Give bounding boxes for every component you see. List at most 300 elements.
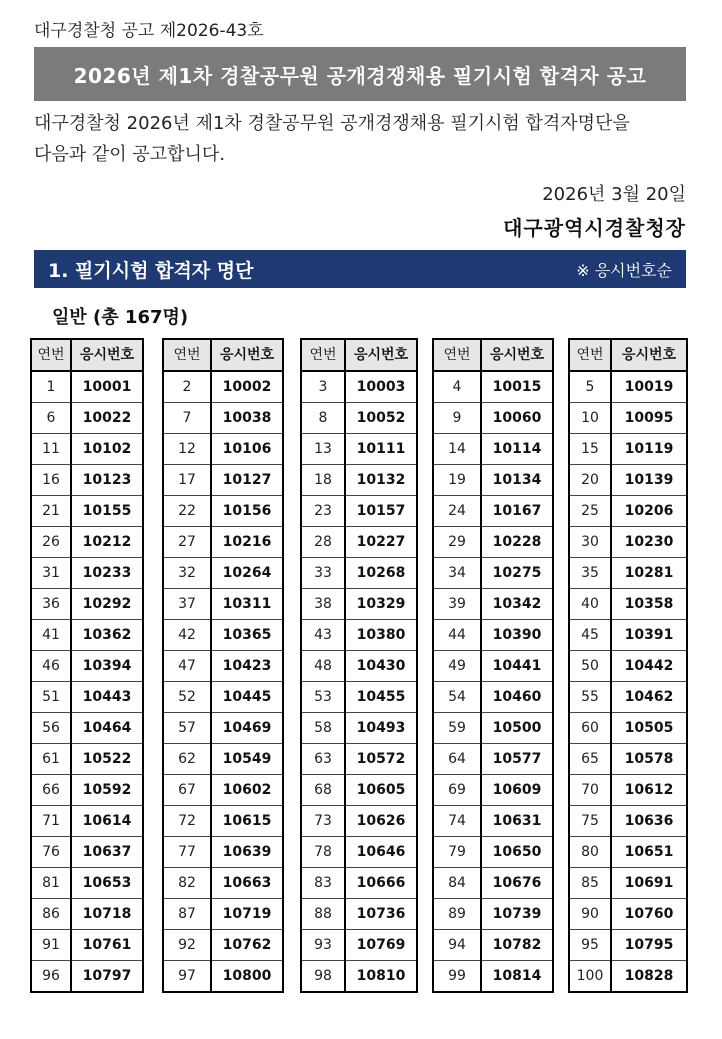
seq-cell: 57 bbox=[163, 713, 211, 744]
seq-cell: 30 bbox=[569, 527, 611, 558]
exam-number-cell: 10003 bbox=[345, 371, 417, 403]
table-row bbox=[301, 371, 417, 403]
body-line-1: 대구경찰청 2026년 제1차 경찰공무원 공개경쟁채용 필기시험 합격자명단을 bbox=[34, 113, 630, 134]
table-row bbox=[569, 434, 687, 465]
exam-number-cell: 10761 bbox=[71, 930, 143, 961]
exam-number-cell: 10206 bbox=[611, 496, 687, 527]
seq-cell: 44 bbox=[433, 620, 481, 651]
body-line-2: 다음과 같이 공고합니다. bbox=[34, 144, 226, 165]
exam-number-cell: 10460 bbox=[481, 682, 553, 713]
seq-cell: 14 bbox=[433, 434, 481, 465]
seq-cell: 13 bbox=[301, 434, 345, 465]
exam-number-cell: 10015 bbox=[481, 371, 553, 403]
table-row bbox=[433, 620, 553, 651]
table-row bbox=[163, 527, 283, 558]
exam-number-cell: 10577 bbox=[481, 744, 553, 775]
table-row bbox=[163, 930, 283, 961]
exam-number-cell: 10493 bbox=[345, 713, 417, 744]
table-row bbox=[569, 403, 687, 434]
table-row bbox=[569, 899, 687, 930]
exam-number-cell: 10227 bbox=[345, 527, 417, 558]
exam-number-cell: 10342 bbox=[481, 589, 553, 620]
seq-cell: 96 bbox=[31, 961, 71, 993]
seq-cell: 72 bbox=[163, 806, 211, 837]
table-row bbox=[301, 868, 417, 899]
table-row bbox=[433, 496, 553, 527]
table-row bbox=[31, 961, 143, 993]
table-row bbox=[569, 961, 687, 993]
exam-number-cell: 10156 bbox=[211, 496, 283, 527]
category-subtitle: 일반 (총 167명) bbox=[52, 307, 189, 328]
seq-cell: 87 bbox=[163, 899, 211, 930]
exam-number-cell: 10390 bbox=[481, 620, 553, 651]
seq-cell: 46 bbox=[31, 651, 71, 682]
seq-cell: 62 bbox=[163, 744, 211, 775]
seq-cell: 26 bbox=[31, 527, 71, 558]
seq-column-header: 연번 bbox=[569, 339, 611, 371]
seq-cell: 92 bbox=[163, 930, 211, 961]
table-row bbox=[163, 620, 283, 651]
seq-cell: 89 bbox=[433, 899, 481, 930]
table-row bbox=[301, 930, 417, 961]
table-header-row bbox=[163, 339, 283, 371]
table-row bbox=[31, 465, 143, 496]
table-row bbox=[163, 496, 283, 527]
exam-number-cell: 10549 bbox=[211, 744, 283, 775]
table-row bbox=[163, 961, 283, 993]
seq-cell: 67 bbox=[163, 775, 211, 806]
exam-number-cell: 10167 bbox=[481, 496, 553, 527]
section-header bbox=[34, 250, 686, 288]
seq-cell: 29 bbox=[433, 527, 481, 558]
exam-number-cell: 10612 bbox=[611, 775, 687, 806]
exam-number-cell: 10462 bbox=[611, 682, 687, 713]
table-row bbox=[163, 589, 283, 620]
seq-cell: 60 bbox=[569, 713, 611, 744]
exam-number-cell: 10500 bbox=[481, 713, 553, 744]
seq-cell: 78 bbox=[301, 837, 345, 868]
seq-cell: 59 bbox=[433, 713, 481, 744]
exam-number-cell: 10441 bbox=[481, 651, 553, 682]
table-row bbox=[433, 527, 553, 558]
table-row bbox=[301, 403, 417, 434]
table-row bbox=[433, 961, 553, 993]
exam-number-cell: 10228 bbox=[481, 527, 553, 558]
table-row bbox=[569, 465, 687, 496]
seq-cell: 85 bbox=[569, 868, 611, 899]
exam-number-cell: 10123 bbox=[71, 465, 143, 496]
seq-cell: 79 bbox=[433, 837, 481, 868]
seq-cell: 18 bbox=[301, 465, 345, 496]
exam-number-cell: 10769 bbox=[345, 930, 417, 961]
table-row bbox=[163, 806, 283, 837]
exam-number-cell: 10139 bbox=[611, 465, 687, 496]
exam-number-cell: 10155 bbox=[71, 496, 143, 527]
table-row bbox=[31, 558, 143, 589]
table-row bbox=[301, 620, 417, 651]
seq-cell: 31 bbox=[31, 558, 71, 589]
table-row bbox=[31, 713, 143, 744]
table-row bbox=[31, 837, 143, 868]
table-row bbox=[31, 651, 143, 682]
table-row bbox=[301, 651, 417, 682]
exam-number-cell: 10795 bbox=[611, 930, 687, 961]
seq-column-header: 연번 bbox=[31, 339, 71, 371]
number-column-header: 응시번호 bbox=[345, 339, 417, 371]
seq-cell: 90 bbox=[569, 899, 611, 930]
table-row bbox=[31, 930, 143, 961]
table-row bbox=[31, 899, 143, 930]
seq-cell: 36 bbox=[31, 589, 71, 620]
table-row bbox=[31, 775, 143, 806]
seq-cell: 15 bbox=[569, 434, 611, 465]
seq-cell: 88 bbox=[301, 899, 345, 930]
exam-number-cell: 10394 bbox=[71, 651, 143, 682]
table-row bbox=[301, 434, 417, 465]
notice-number: 대구경찰청 공고 제2026-43호 bbox=[34, 21, 264, 41]
seq-cell: 64 bbox=[433, 744, 481, 775]
table-row bbox=[301, 527, 417, 558]
seq-cell: 16 bbox=[31, 465, 71, 496]
table-row bbox=[569, 682, 687, 713]
exam-number-cell: 10233 bbox=[71, 558, 143, 589]
table-row bbox=[301, 496, 417, 527]
seq-cell: 2 bbox=[163, 371, 211, 403]
table-row bbox=[433, 775, 553, 806]
seq-cell: 71 bbox=[31, 806, 71, 837]
table-row bbox=[163, 434, 283, 465]
table-row bbox=[163, 837, 283, 868]
table-row bbox=[301, 744, 417, 775]
seq-cell: 22 bbox=[163, 496, 211, 527]
table-row bbox=[569, 806, 687, 837]
table-row bbox=[31, 682, 143, 713]
seq-cell: 94 bbox=[433, 930, 481, 961]
exam-number-cell: 10782 bbox=[481, 930, 553, 961]
exam-number-cell: 10572 bbox=[345, 744, 417, 775]
exam-number-cell: 10631 bbox=[481, 806, 553, 837]
table-row bbox=[433, 589, 553, 620]
exam-number-cell: 10736 bbox=[345, 899, 417, 930]
exam-number-cell: 10212 bbox=[71, 527, 143, 558]
exam-number-cell: 10797 bbox=[71, 961, 143, 993]
table-row bbox=[163, 682, 283, 713]
table-header-row bbox=[301, 339, 417, 371]
exam-number-cell: 10663 bbox=[211, 868, 283, 899]
exam-number-cell: 10814 bbox=[481, 961, 553, 993]
table-row bbox=[433, 930, 553, 961]
seq-cell: 70 bbox=[569, 775, 611, 806]
seq-cell: 83 bbox=[301, 868, 345, 899]
seq-cell: 33 bbox=[301, 558, 345, 589]
exam-number-cell: 10522 bbox=[71, 744, 143, 775]
table-row bbox=[31, 744, 143, 775]
seq-cell: 76 bbox=[31, 837, 71, 868]
exam-number-cell: 10443 bbox=[71, 682, 143, 713]
exam-number-cell: 10311 bbox=[211, 589, 283, 620]
exam-number-cell: 10001 bbox=[71, 371, 143, 403]
exam-number-cell: 10157 bbox=[345, 496, 417, 527]
table-header-row bbox=[433, 339, 553, 371]
passer-table-1 bbox=[30, 338, 144, 993]
seq-cell: 51 bbox=[31, 682, 71, 713]
seq-column-header: 연번 bbox=[301, 339, 345, 371]
exam-number-cell: 10060 bbox=[481, 403, 553, 434]
seq-cell: 11 bbox=[31, 434, 71, 465]
exam-number-cell: 10019 bbox=[611, 371, 687, 403]
number-column-header: 응시번호 bbox=[611, 339, 687, 371]
exam-number-cell: 10264 bbox=[211, 558, 283, 589]
announcement-body bbox=[34, 108, 694, 170]
exam-number-cell: 10268 bbox=[345, 558, 417, 589]
table-row bbox=[569, 527, 687, 558]
exam-number-cell: 10445 bbox=[211, 682, 283, 713]
table-row bbox=[163, 558, 283, 589]
exam-number-cell: 10646 bbox=[345, 837, 417, 868]
exam-number-cell: 10358 bbox=[611, 589, 687, 620]
exam-number-cell: 10134 bbox=[481, 465, 553, 496]
table-row bbox=[569, 496, 687, 527]
table-row bbox=[433, 744, 553, 775]
seq-cell: 61 bbox=[31, 744, 71, 775]
seq-cell: 58 bbox=[301, 713, 345, 744]
table-row bbox=[31, 589, 143, 620]
seq-cell: 28 bbox=[301, 527, 345, 558]
seq-cell: 10 bbox=[569, 403, 611, 434]
seq-cell: 45 bbox=[569, 620, 611, 651]
exam-number-cell: 10828 bbox=[611, 961, 687, 993]
exam-number-cell: 10038 bbox=[211, 403, 283, 434]
exam-number-cell: 10216 bbox=[211, 527, 283, 558]
exam-number-cell: 10739 bbox=[481, 899, 553, 930]
seq-cell: 34 bbox=[433, 558, 481, 589]
exam-number-cell: 10281 bbox=[611, 558, 687, 589]
table-row bbox=[433, 868, 553, 899]
passer-table-3 bbox=[300, 338, 418, 993]
seq-cell: 5 bbox=[569, 371, 611, 403]
exam-number-cell: 10810 bbox=[345, 961, 417, 993]
table-row bbox=[569, 930, 687, 961]
table-row bbox=[433, 899, 553, 930]
seq-cell: 9 bbox=[433, 403, 481, 434]
exam-number-cell: 10362 bbox=[71, 620, 143, 651]
seq-cell: 93 bbox=[301, 930, 345, 961]
table-row bbox=[163, 465, 283, 496]
table-row bbox=[569, 775, 687, 806]
table-row bbox=[301, 837, 417, 868]
number-column-header: 응시번호 bbox=[481, 339, 553, 371]
exam-number-cell: 10505 bbox=[611, 713, 687, 744]
table-row bbox=[31, 496, 143, 527]
sort-order-note: ※ 응시번호순 bbox=[576, 260, 672, 280]
seq-cell: 19 bbox=[433, 465, 481, 496]
exam-number-cell: 10653 bbox=[71, 868, 143, 899]
passer-table-5 bbox=[568, 338, 688, 993]
table-row bbox=[301, 682, 417, 713]
seq-cell: 99 bbox=[433, 961, 481, 993]
seq-cell: 86 bbox=[31, 899, 71, 930]
exam-number-cell: 10275 bbox=[481, 558, 553, 589]
table-row bbox=[163, 744, 283, 775]
seq-cell: 49 bbox=[433, 651, 481, 682]
exam-number-cell: 10391 bbox=[611, 620, 687, 651]
table-row bbox=[433, 371, 553, 403]
table-row bbox=[433, 837, 553, 868]
exam-number-cell: 10455 bbox=[345, 682, 417, 713]
table-row bbox=[31, 527, 143, 558]
seq-cell: 3 bbox=[301, 371, 345, 403]
seq-cell: 12 bbox=[163, 434, 211, 465]
exam-number-cell: 10636 bbox=[611, 806, 687, 837]
exam-number-cell: 10423 bbox=[211, 651, 283, 682]
table-header-row bbox=[569, 339, 687, 371]
document-title bbox=[34, 47, 686, 101]
seq-cell: 21 bbox=[31, 496, 71, 527]
seq-cell: 54 bbox=[433, 682, 481, 713]
seq-cell: 25 bbox=[569, 496, 611, 527]
exam-number-cell: 10380 bbox=[345, 620, 417, 651]
exam-number-cell: 10609 bbox=[481, 775, 553, 806]
table-row bbox=[301, 589, 417, 620]
seq-cell: 80 bbox=[569, 837, 611, 868]
table-row bbox=[433, 465, 553, 496]
seq-cell: 6 bbox=[31, 403, 71, 434]
seq-cell: 50 bbox=[569, 651, 611, 682]
table-row bbox=[163, 371, 283, 403]
issuer-name: 대구광역시경찰청장 bbox=[503, 216, 686, 240]
exam-number-cell: 10111 bbox=[345, 434, 417, 465]
exam-number-cell: 10132 bbox=[345, 465, 417, 496]
seq-cell: 32 bbox=[163, 558, 211, 589]
exam-number-cell: 10762 bbox=[211, 930, 283, 961]
table-row bbox=[569, 837, 687, 868]
exam-number-cell: 10719 bbox=[211, 899, 283, 930]
exam-number-cell: 10469 bbox=[211, 713, 283, 744]
table-header-row bbox=[31, 339, 143, 371]
seq-cell: 82 bbox=[163, 868, 211, 899]
seq-cell: 17 bbox=[163, 465, 211, 496]
exam-number-cell: 10102 bbox=[71, 434, 143, 465]
table-row bbox=[569, 651, 687, 682]
exam-number-cell: 10760 bbox=[611, 899, 687, 930]
exam-number-cell: 10230 bbox=[611, 527, 687, 558]
seq-cell: 48 bbox=[301, 651, 345, 682]
exam-number-cell: 10106 bbox=[211, 434, 283, 465]
table-row bbox=[569, 868, 687, 899]
table-row bbox=[433, 682, 553, 713]
table-row bbox=[163, 899, 283, 930]
exam-number-cell: 10605 bbox=[345, 775, 417, 806]
seq-cell: 68 bbox=[301, 775, 345, 806]
exam-number-cell: 10365 bbox=[211, 620, 283, 651]
seq-cell: 91 bbox=[31, 930, 71, 961]
exam-number-cell: 10002 bbox=[211, 371, 283, 403]
passer-table-2 bbox=[162, 338, 284, 993]
passer-table-4 bbox=[432, 338, 554, 993]
exam-number-cell: 10676 bbox=[481, 868, 553, 899]
table-row bbox=[301, 465, 417, 496]
seq-cell: 69 bbox=[433, 775, 481, 806]
exam-number-cell: 10614 bbox=[71, 806, 143, 837]
seq-cell: 39 bbox=[433, 589, 481, 620]
exam-number-cell: 10119 bbox=[611, 434, 687, 465]
seq-cell: 66 bbox=[31, 775, 71, 806]
seq-column-header: 연번 bbox=[433, 339, 481, 371]
exam-number-cell: 10442 bbox=[611, 651, 687, 682]
seq-cell: 95 bbox=[569, 930, 611, 961]
exam-number-cell: 10626 bbox=[345, 806, 417, 837]
exam-number-cell: 10114 bbox=[481, 434, 553, 465]
seq-cell: 98 bbox=[301, 961, 345, 993]
exam-number-cell: 10464 bbox=[71, 713, 143, 744]
table-row bbox=[569, 620, 687, 651]
exam-number-cell: 10329 bbox=[345, 589, 417, 620]
exam-number-cell: 10095 bbox=[611, 403, 687, 434]
seq-cell: 4 bbox=[433, 371, 481, 403]
document-title-text: 2026년 제1차 경찰공무원 공개경쟁채용 필기시험 합격자 공고 bbox=[73, 63, 647, 88]
exam-number-cell: 10691 bbox=[611, 868, 687, 899]
exam-number-cell: 10592 bbox=[71, 775, 143, 806]
table-row bbox=[433, 403, 553, 434]
table-row bbox=[163, 868, 283, 899]
seq-cell: 63 bbox=[301, 744, 345, 775]
table-row bbox=[301, 961, 417, 993]
exam-number-cell: 10800 bbox=[211, 961, 283, 993]
seq-cell: 53 bbox=[301, 682, 345, 713]
seq-cell: 43 bbox=[301, 620, 345, 651]
table-row bbox=[31, 434, 143, 465]
number-column-header: 응시번호 bbox=[211, 339, 283, 371]
exam-number-cell: 10615 bbox=[211, 806, 283, 837]
announcement-date: 2026년 3월 20일 bbox=[542, 184, 686, 205]
exam-number-cell: 10666 bbox=[345, 868, 417, 899]
table-row bbox=[163, 775, 283, 806]
seq-cell: 7 bbox=[163, 403, 211, 434]
exam-number-cell: 10022 bbox=[71, 403, 143, 434]
seq-cell: 56 bbox=[31, 713, 71, 744]
table-row bbox=[301, 713, 417, 744]
seq-cell: 8 bbox=[301, 403, 345, 434]
table-row bbox=[31, 868, 143, 899]
exam-number-cell: 10430 bbox=[345, 651, 417, 682]
seq-cell: 52 bbox=[163, 682, 211, 713]
seq-cell: 38 bbox=[301, 589, 345, 620]
seq-cell: 65 bbox=[569, 744, 611, 775]
seq-cell: 42 bbox=[163, 620, 211, 651]
exam-number-cell: 10052 bbox=[345, 403, 417, 434]
exam-number-cell: 10578 bbox=[611, 744, 687, 775]
seq-cell: 35 bbox=[569, 558, 611, 589]
table-row bbox=[31, 403, 143, 434]
seq-cell: 37 bbox=[163, 589, 211, 620]
exam-number-cell: 10639 bbox=[211, 837, 283, 868]
table-row bbox=[163, 713, 283, 744]
exam-number-cell: 10127 bbox=[211, 465, 283, 496]
seq-cell: 23 bbox=[301, 496, 345, 527]
seq-cell: 100 bbox=[569, 961, 611, 993]
table-row bbox=[569, 558, 687, 589]
table-row bbox=[569, 744, 687, 775]
table-row bbox=[301, 558, 417, 589]
exam-number-cell: 10651 bbox=[611, 837, 687, 868]
seq-cell: 40 bbox=[569, 589, 611, 620]
table-row bbox=[31, 371, 143, 403]
seq-cell: 73 bbox=[301, 806, 345, 837]
exam-number-cell: 10637 bbox=[71, 837, 143, 868]
table-row bbox=[31, 806, 143, 837]
seq-cell: 81 bbox=[31, 868, 71, 899]
exam-number-cell: 10602 bbox=[211, 775, 283, 806]
